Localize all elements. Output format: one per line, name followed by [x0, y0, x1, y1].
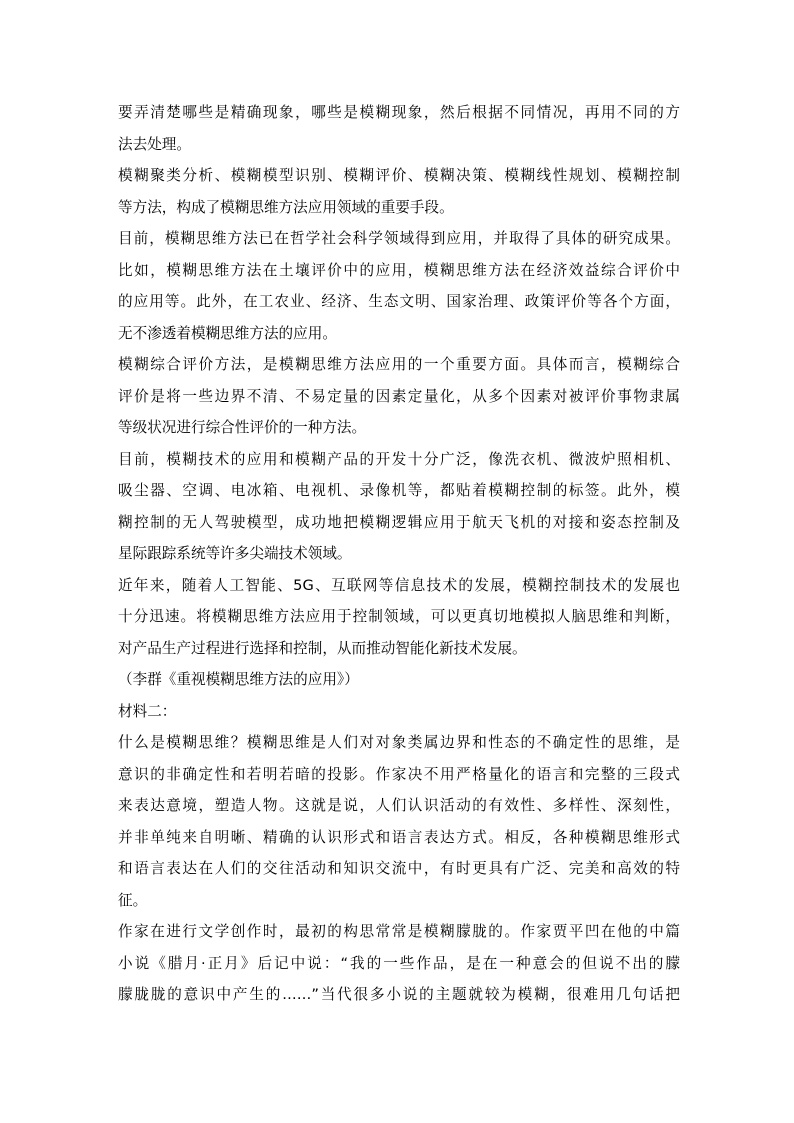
text-line: 糊控制的无人驾驶模型，成功地把模糊逻辑应用于航天飞机的对接和姿态控制及	[118, 513, 680, 531]
text-line: 作家在进行文学创作时，最初的构思常常是模糊朦胧的。作家贾平凹在他的中篇	[118, 923, 680, 940]
text-line: 吸尘器、空调、电冰箱、电视机、录像机等，都贴着模糊控制的标签。此外，模	[118, 482, 680, 499]
text-line: 朦胧胧的意识中产生的……”当代很多小说的主题就较为模糊，很难用几句话把	[118, 986, 680, 1003]
text-line: 小说《腊月·正月》后记中说：“我的一些作品，是在一种意会的但说不出的朦	[118, 954, 680, 972]
text-line: 模糊综合评价方法，是模糊思维方法应用的一个重要方面。具体而言，模糊综合	[118, 356, 680, 373]
text-line: 法去处理。	[118, 135, 191, 153]
text-line: 目前，模糊思维方法已在哲学社会科学领域得到应用，并取得了具体的研究成果。	[118, 230, 680, 247]
text-line: 意识的非确定性和若明若暗的投影。作家决不用严格量化的语言和完整的三段式	[118, 765, 680, 783]
text-line: 征。	[118, 891, 148, 909]
text-line: 比如，模糊思维方法在土壤评价中的应用，模糊思维方法在经济效益综合评价中	[118, 261, 680, 279]
text-line: 模糊聚类分析、模糊模型识别、模糊评价、模糊决策、模糊线性规划、模糊控制	[118, 167, 680, 184]
text-line: 对产品生产过程进行选择和控制，从而推动智能化新技术发展。	[118, 639, 527, 657]
text-line: （李群《重视模糊思维方法的应用》）	[118, 671, 359, 688]
text-line: 要弄清楚哪些是精确现象，哪些是模糊现象，然后根据不同情况，再用不同的方	[118, 104, 680, 121]
text-line: 材料二：	[118, 702, 177, 720]
text-line: 什么是模糊思维？模糊思维是人们对对象类属边界和性态的不确定性的思维，是	[118, 734, 680, 751]
text-line: 十分迅速。将模糊思维方法应用于控制领域，可以更真切地模拟人脑思维和判断，	[118, 608, 680, 625]
text-line: 星际跟踪系统等许多尖端技术领域。	[118, 545, 352, 562]
text-line: 目前，模糊技术的应用和模糊产品的开发十分广泛，像洗衣机、微波炉照相机、	[118, 450, 680, 468]
text-line: 等方法，构成了模糊思维方法应用领域的重要手段。	[118, 198, 454, 216]
document-body	[118, 97, 680, 1011]
text-line: 近年来，随着人工智能、5G、互联网等信息技术的发展，模糊控制技术的发展也	[118, 576, 680, 594]
text-line: 来表达意境，塑造人物。这就是说，人们认识活动的有效性、多样性、深刻性，	[118, 797, 680, 814]
text-line: 和语言表达在人们的交往活动和知识交流中，有时更具有广泛、完美和高效的特	[118, 860, 680, 877]
text-line: 的应用等。此外，在工农业、经济、生态文明、国家治理、政策评价等各个方面，	[118, 293, 680, 310]
text-line: 无不渗透着模糊思维方法的应用。	[118, 324, 337, 342]
text-line: 并非单纯来自明晰、精确的认识形式和语言表达方式。相反，各种模糊思维形式	[118, 828, 680, 846]
text-line: 等级状况进行综合性评价的一种方法。	[118, 419, 367, 436]
text-line: 评价是将一些边界不清、不易定量的因素定量化，从多个因素对被评价事物隶属	[118, 387, 680, 405]
